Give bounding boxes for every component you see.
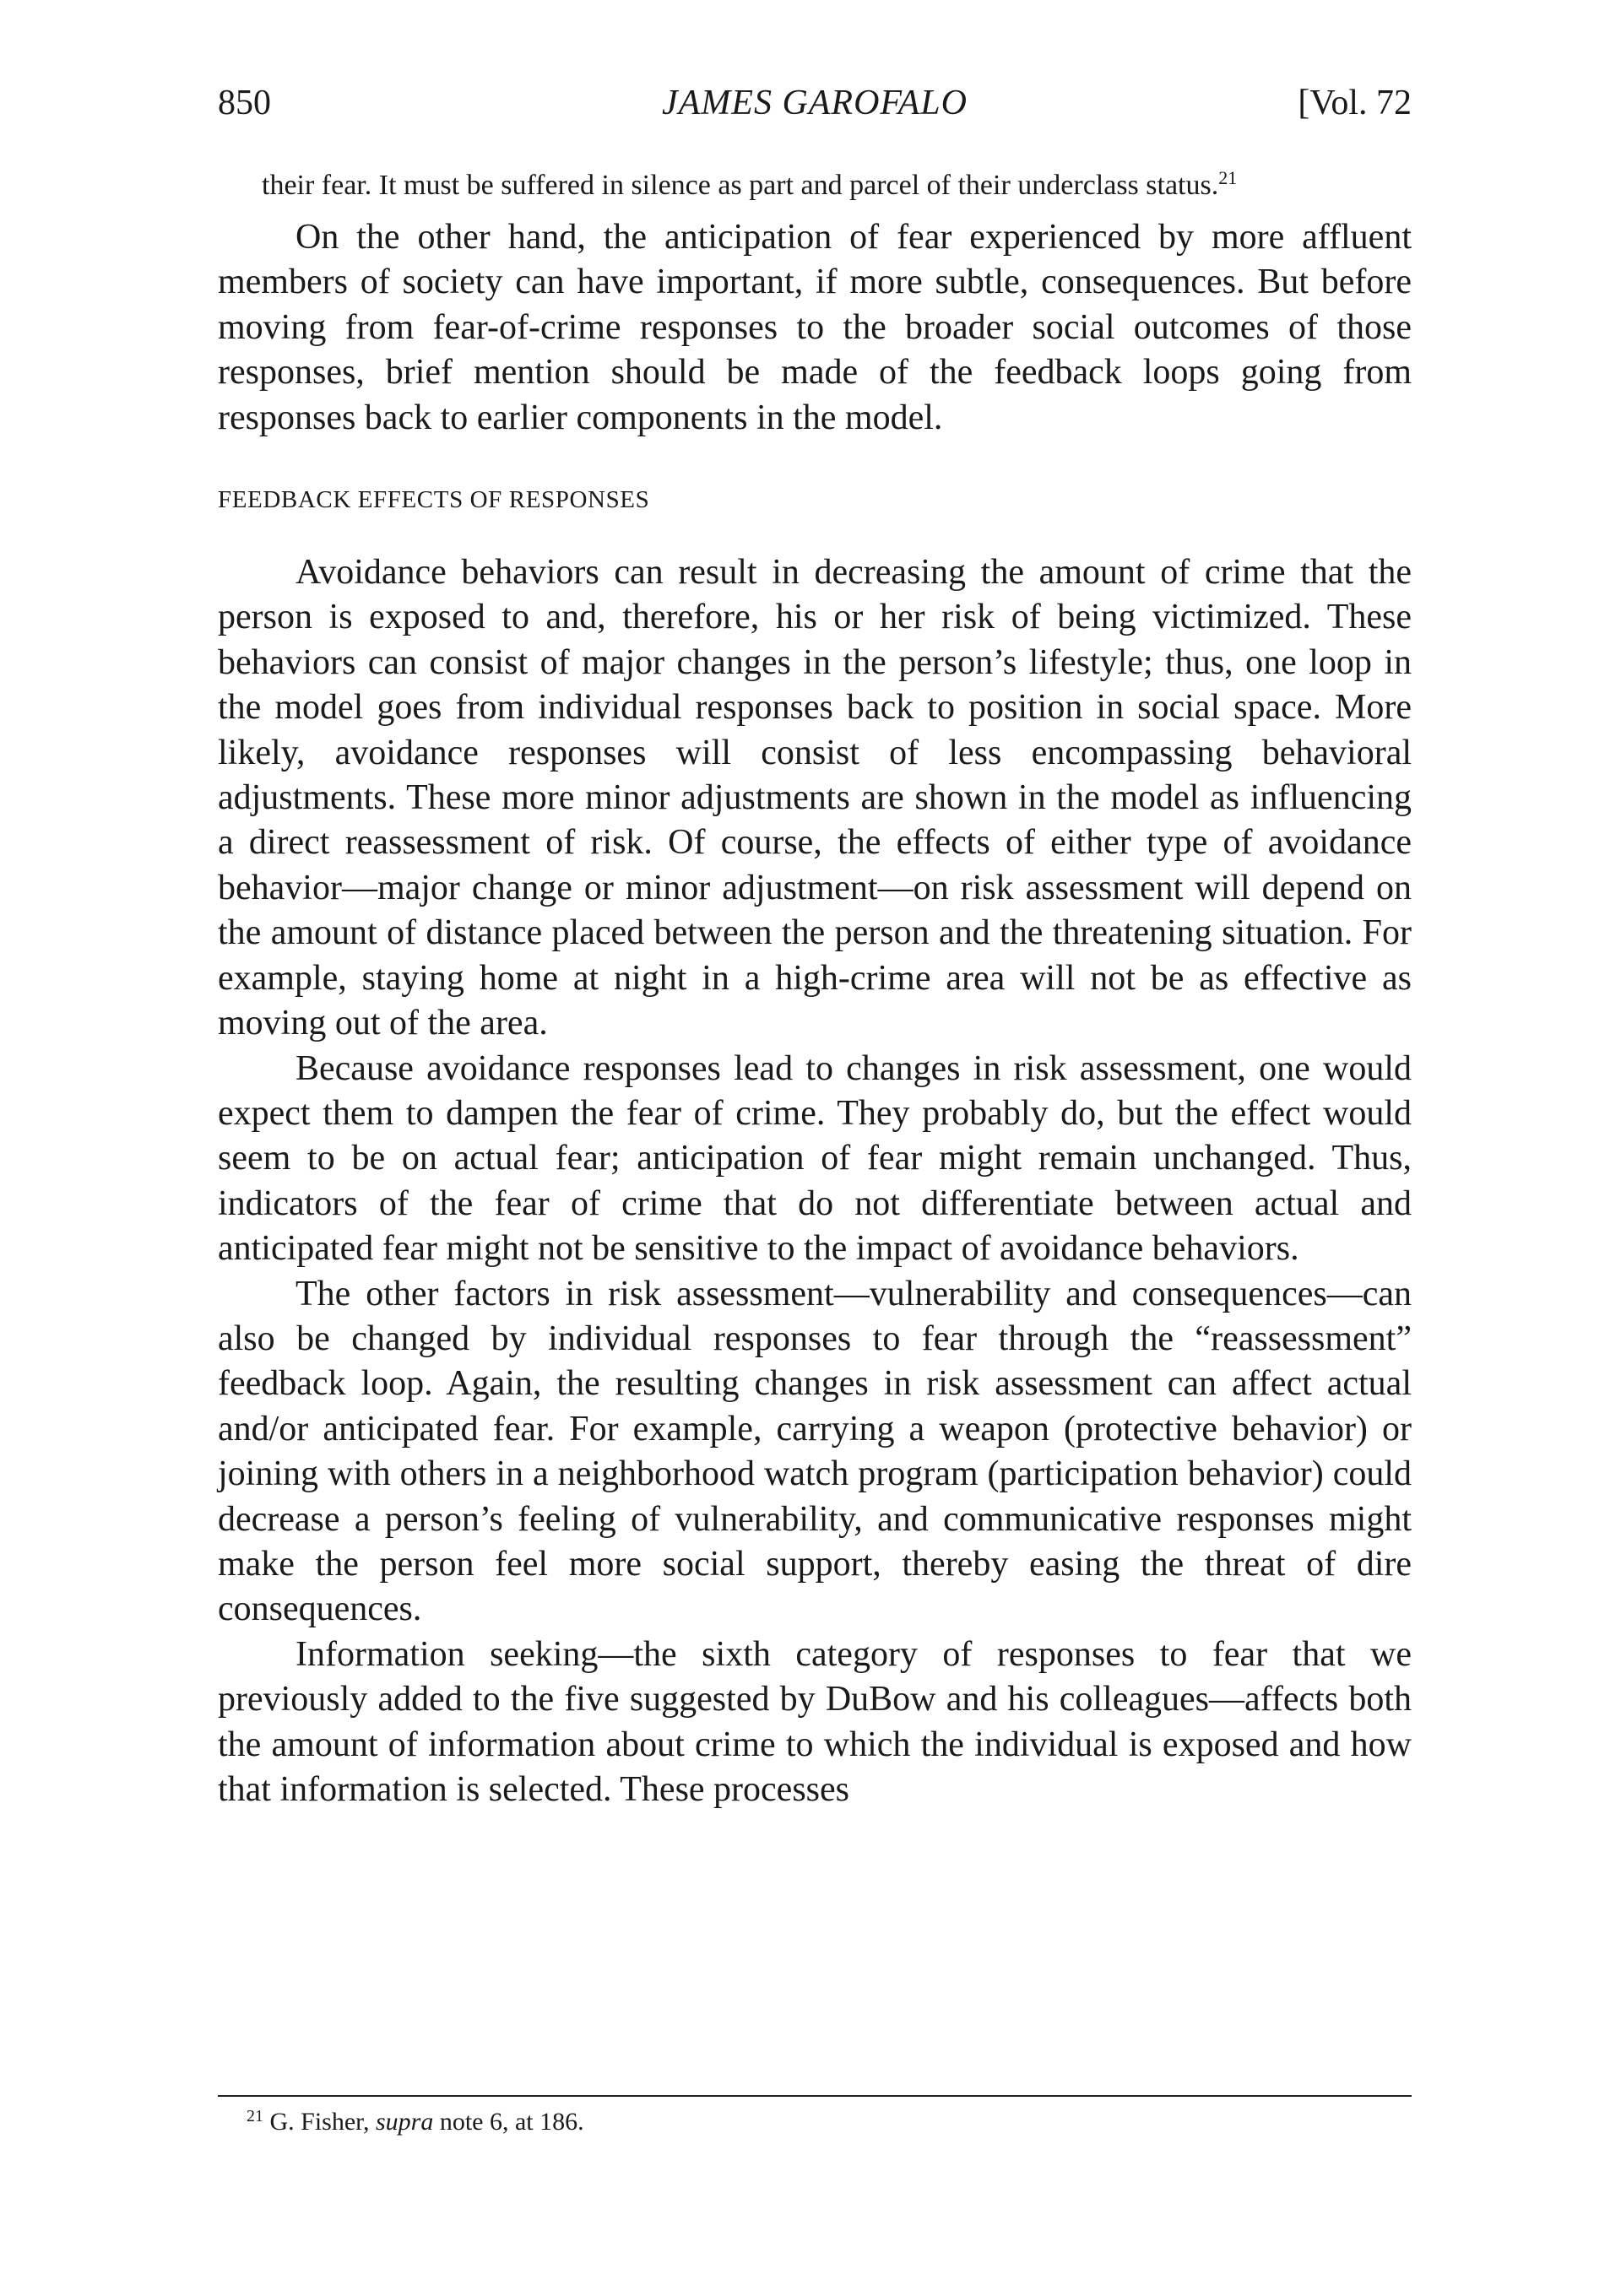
footnote-author: G. Fisher, bbox=[269, 2108, 370, 2136]
paragraph-5: Information seeking—the sixth category of responses to fear that we previously added to the five suggested by DuBow and his colleagues—affects both the amount of information about crime to which the individual is exposed and how that information is selected. These processes bbox=[218, 1634, 1412, 1809]
lead-paragraph bbox=[262, 165, 1412, 205]
paragraph-2: Avoidance behaviors can result in decreasing the amount of crime that the person is exposed to and, therefore, his or her risk of being victimized. These behaviors can consist of major changes in the person’s lifestyle; thus, one loop in the model goes from individual responses back to position in social space. More likely, avoidance responses will consist of less encompassing behavioral adjustments. These more minor adjustments are shown in the model as influencing a direct reassessment of risk. Of course, the effects of either type of avoidance behavior—major change or minor adjustment—on risk assessment will depend on the amount of distance placed between the person and the threatening situation. For example, staying home at night in a high-crime area will not be as effective as moving out of the area. bbox=[218, 553, 1412, 1043]
running-head bbox=[218, 78, 1412, 128]
article-body bbox=[218, 165, 1412, 1812]
footnote-divider bbox=[218, 2095, 1412, 2097]
footnote-ref-21: 21 bbox=[1218, 167, 1238, 188]
footnote-citation: note 6, at 186. bbox=[439, 2108, 584, 2136]
page-number: 850 bbox=[218, 84, 271, 122]
running-title-author: JAMES GAROFALO bbox=[662, 84, 968, 122]
footnote-21 bbox=[247, 2105, 1344, 2139]
paragraph-3: Because avoidance responses lead to changes in risk assessment, one would expect them to dampen the fear of crime. They probably do, but the effect would seem to be on actual fear; anticipation of fear might remain unchanged. Thus, indicators of the fear of crime that do not differentiate between actual and anticipated fear might not be sensitive to the impact of avoidance behaviors. bbox=[218, 1048, 1412, 1269]
footnote-number: 21 bbox=[247, 2107, 263, 2125]
footnote-signal: supra bbox=[375, 2108, 434, 2136]
volume-label: [Vol. 72 bbox=[1298, 84, 1412, 122]
section-heading: FEEDBACK EFFECTS OF RESPONSES bbox=[218, 486, 650, 514]
lead-text: their fear. It must be suffered in silence as part and parcel of their underclass status. bbox=[262, 170, 1219, 201]
paragraph-1: On the other hand, the anticipation of fear experienced by more affluent members of society can have important, if more subtle, consequences. But before moving from fear-of-crime responses to the broader social outcomes of those responses, brief mention should be made of the feedback loops going from responses back to earlier components in the model. bbox=[218, 218, 1412, 437]
paragraph-4: The other factors in risk assessment—vulnerability and consequences—can also be changed by individual responses to fear through the “reassessment” feedback loop. Again, the resulting changes in risk assessment can affect actual and/or anticipated fear. For example, carrying a weapon (protective behavior) or joining with others in a neighborhood watch program (participation behavior) could decrease a person’s feeling of vulnerability, and communicative responses might make the person feel more social support, thereby easing the threat of dire consequences. bbox=[218, 1274, 1412, 1629]
